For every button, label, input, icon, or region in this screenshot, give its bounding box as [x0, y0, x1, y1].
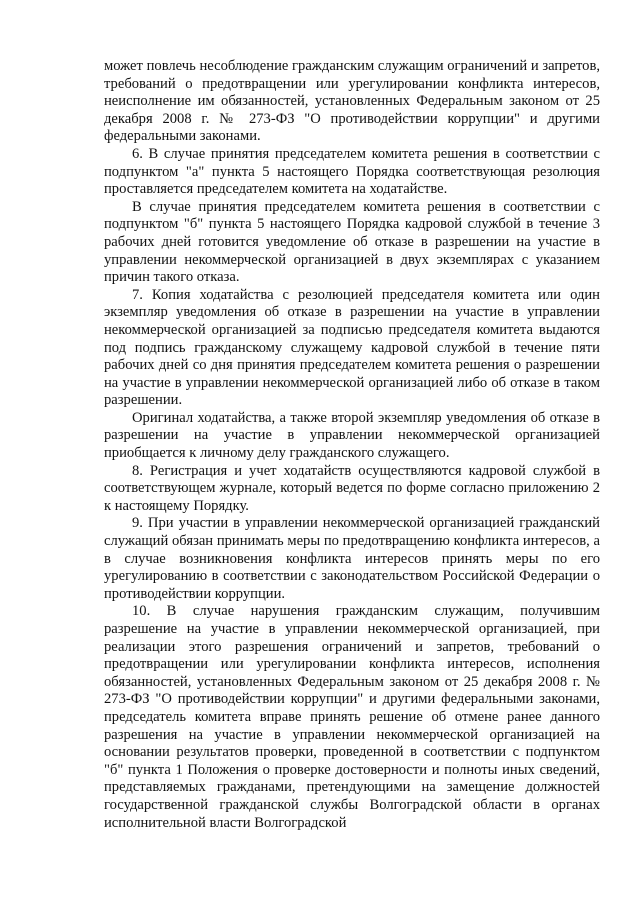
paragraph-8: 8. Регистрация и учет ходатайств осуществляются кадровой службой в соответствующем журнале, который ведется по форме согласно приложению 2 к настоящему Порядку.	[104, 462, 600, 514]
paragraph-10: 10. В случае нарушения гражданским служащим, получившим разрешение на участие в управлении некоммерческой организацией, при реализации этого разрешения ограничений и запретов, требований о предотвращении или урегулировании конфликта интересов, исполнения обязанностей, установленных Федеральным законом от 25 декабря 2008 г. № 273-ФЗ "О противодействии коррупции" и другими федеральными законами, председатель комитета вправе принять решение об отмене ранее данного разрешения на участие в управлении некоммерческой организацией на основании результатов проверки, проведенной в соответствии с подпунктом "б" пункта 1 Положения о проверке достоверности и полноты иных сведений, представляемых гражданами, претендующими на замещение должностей государственной гражданской службы Волгоградской области в органах исполнительной власти Волгоградской	[104, 603, 600, 831]
document-body	[104, 58, 600, 832]
paragraph-9: 9. При участии в управлении некоммерческой организацией гражданский служащий обязан принимать меры по предотвращению конфликта интересов, а в случае возникновения конфликта интересов принять меры по его урегулированию в соответствии с законодательством Российской Федерации о противодействии коррупции.	[104, 515, 600, 602]
paragraph-6-refusal: В случае принятия председателем комитета решения в соответствии с подпунктом "б" пункта 5 настоящего Порядка кадровой службой в течение 3 рабочих дней готовится уведомление об отказе в разрешении на участие в управлении некоммерческой организацией в двух экземплярах с указанием причин такого отказа.	[104, 198, 600, 286]
paragraph-7: 7. Копия ходатайства с резолюцией председателя комитета или один экземпляр уведомления об отказе в разрешении на участие в управлении некоммерческой организацией за подписью председателя комитета выдаются под подпись гражданскому служащему кадровой службой в течение пяти рабочих дней со дня принятия председателем комитета решения о разрешении на участие в управлении некоммерческой организацией либо об отказе в таком разрешении.	[104, 286, 600, 409]
paragraph-7-original: Оригинал ходатайства, а также второй экземпляр уведомления об отказе в разрешении на участие в управлении некоммерческой организацией приобщается к личному делу гражданского служащего.	[104, 409, 600, 462]
paragraph-continuation: может повлечь несоблюдение гражданским служащим ограничений и запретов, требований о предотвращении или урегулировании конфликта интересов, неисполнение им обязанностей, установленных Федеральным законом от 25 декабря 2008 г. № 273-ФЗ "О противодействии коррупции" и другими федеральными законами.	[104, 58, 600, 145]
paragraph-6: 6. В случае принятия председателем комитета решения в соответствии с подпунктом "а" пункта 5 настоящего Порядка соответствующая резолюция проставляется председателем комитета на ходатайстве.	[104, 145, 600, 198]
